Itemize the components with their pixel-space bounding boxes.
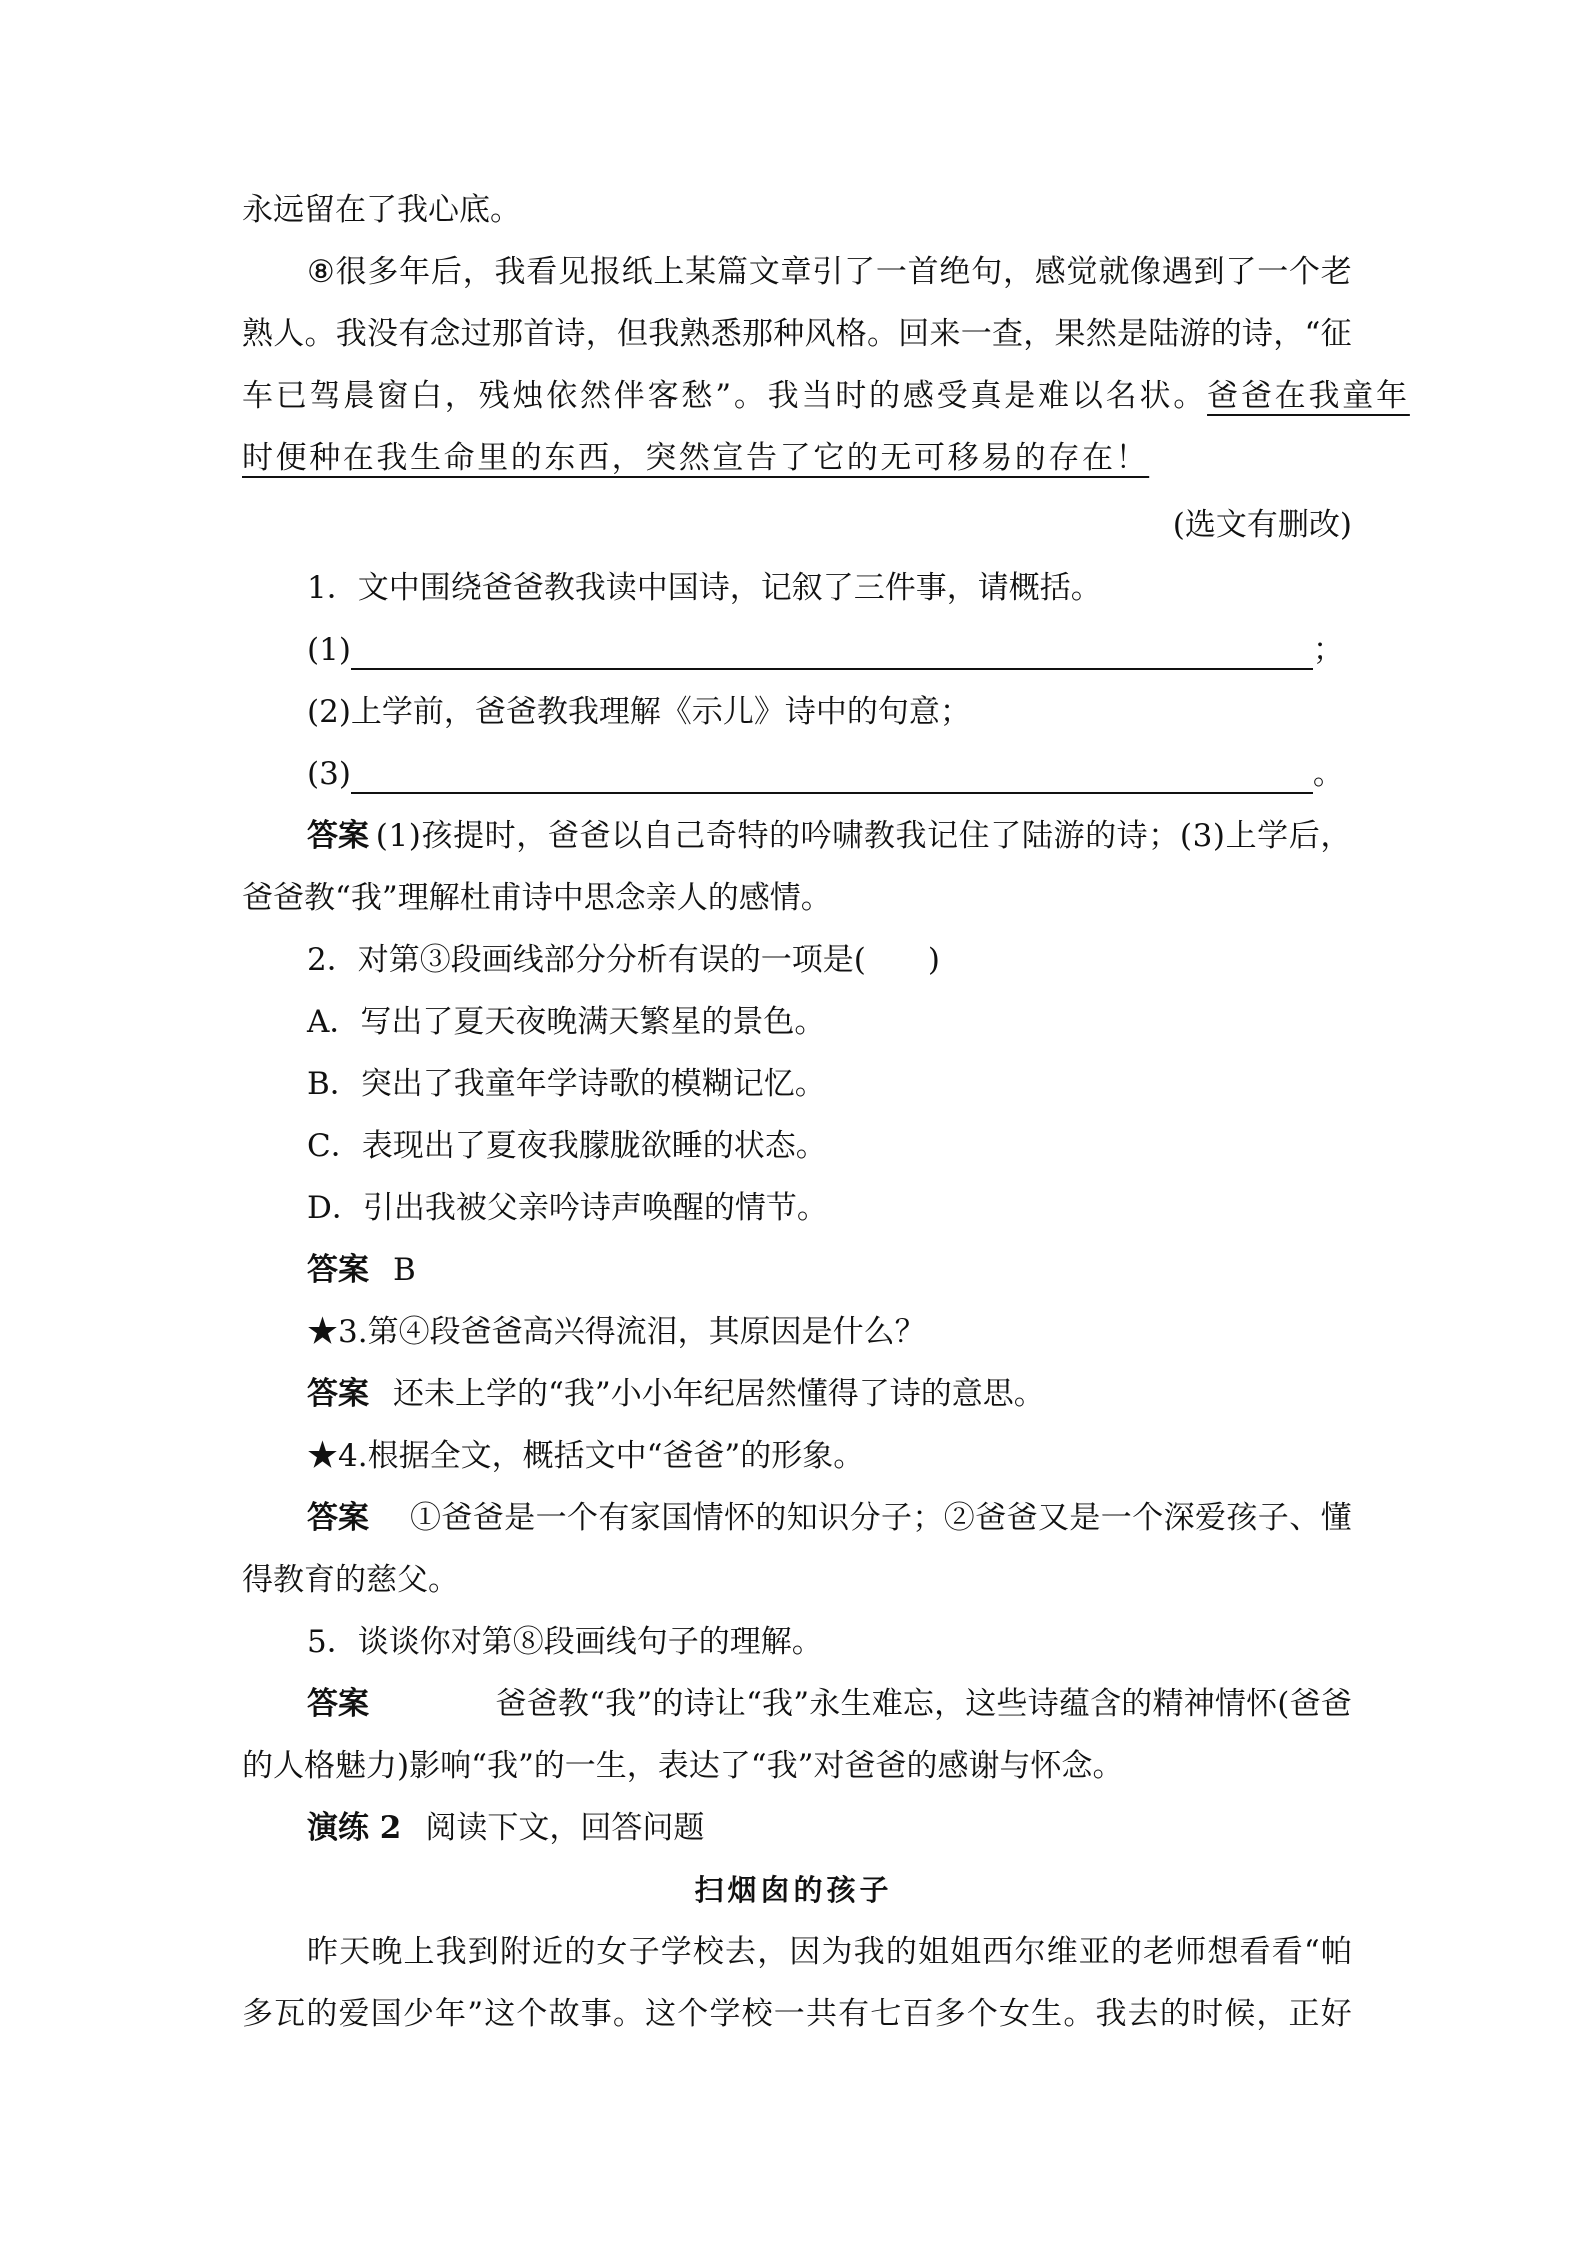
passage-p7-end: 永远留在了我心底。 [242,192,521,228]
q3-answer-label: 答案 [307,1376,369,1412]
q2-option-d: D．引出我被父亲吟诗声唤醒的情节。 [307,1190,828,1226]
q3-stem: ★3.第④段爸爸高兴得流泪，其原因是什么？ [307,1314,926,1350]
q4-answer-line1 [307,1498,1352,1538]
q2-option-b: B．突出了我童年学诗歌的模糊记忆。 [307,1066,826,1102]
q1-answer-label: 答案 [307,818,369,854]
q4-stem: ★4.根据全文，概括文中“爸爸”的形象。 [307,1438,865,1474]
q4-answer-text1: ①爸爸是一个有家国情怀的知识分子；②爸爸又是一个深爱孩子、懂 [410,1500,1352,1536]
q1-item1-blank[interactable] [351,638,1313,670]
q4-answer-label: 答案 [307,1500,369,1536]
passage-p8-line4 [242,438,1149,478]
q1-item1-end: ； [1312,632,1344,668]
underlined-sentence-part2: 时便种在我生命里的东西，突然宣告了它的无可移易的存在！ [242,440,1150,476]
q1-item3 [307,754,1344,794]
q1-item1-label: (1) [307,632,351,668]
q1-stem: 1．文中围绕爸爸教我读中国诗，记叙了三件事，请概括。 [307,570,1102,606]
q5-stem: 5．谈谈你对第⑧段画线句子的理解。 [307,1624,823,1660]
q1-item3-end: 。 [1312,756,1344,792]
q5-answer-label: 答案 [307,1686,369,1722]
q4-answer-line2: 得教育的慈父。 [242,1562,459,1598]
q5-answer-line2: 的人格魅力)影响“我”的一生，表达了“我”对爸爸的感谢与怀念。 [242,1748,1124,1784]
q1-item2: (2)上学前，爸爸教我理解《示儿》诗中的句意； [307,694,971,730]
q1-item3-label: (3) [307,756,351,792]
story-line2: 多 瓦 的 爱 国 少 年 ” 这 个 故 事 。 这 个 学 校 一 共 有 七 百 多 个 女 生 。 我 去 的 时 候 ， 正 好 [242,1996,1352,2032]
passage-p8-line2: 熟 人 。 我 没 有 念 过 那 首 诗 ， 但 我 熟 悉 那 种 风 格 。 回 来 一 查 ， 果 然 是 陆 游 的 诗 ， “ 征 [242,316,1352,352]
passage-p8-line3 [242,376,1410,416]
exercise2-instruction: 阅读下文，回答问题 [425,1810,705,1846]
q5-answer-line1 [307,1684,1352,1724]
q1-answer-text1: (1)孩提时，爸爸以自己奇特的吟啸教我记住了陆游的诗；(3)上学后， [375,818,1352,854]
q2-stem: 2．对第③段画线部分分析有误的一项是( ) [307,942,940,978]
story-title: 扫烟囱的孩子 [694,1873,893,1907]
q2-option-a: A．写出了夏天夜晚满天繁星的景色。 [307,1004,826,1040]
exercise2-heading [307,1808,704,1848]
q1-answer-line2: 爸爸教“我”理解杜甫诗中思念亲人的感情。 [242,880,832,916]
story-line1: 昨 天 晚 上 我 到 附 近 的 女 子 学 校 去 ， 因 为 我 的 姐 姐 西 尔 维 亚 的 老 师 想 看 看 “ 帕 [307,1934,1352,1970]
exercise2-label: 演练 2 [307,1810,402,1846]
q5-answer-text1: 爸爸教“我”的诗让“我”永生难忘，这些诗蕴含的精神情怀(爸爸 [495,1686,1352,1722]
q1-item3-blank[interactable] [351,762,1313,794]
q2-answer [307,1250,416,1290]
q2-option-c: C．表现出了夏夜我朦胧欲睡的状态。 [307,1128,827,1164]
q2-answer-value: B [393,1252,416,1288]
source-note: (选文有删改) [1172,507,1352,543]
passage-p8-line3-plain: 车已驾晨窗白，残烛依然伴客愁”。我当时的感受真是难以名状。 [242,378,1208,414]
passage-p8-line1: ⑧ 很 多 年 后 ， 我 看 见 报 纸 上 某 篇 文 章 引 了 一 首 绝 句 ， 感 觉 就 像 遇 到 了 一 个 老 [307,254,1352,290]
q1-answer-line1 [307,816,1352,856]
q3-answer-text: 还未上学的“我”小小年纪居然懂得了诗的意思。 [393,1376,1045,1412]
q1-item1 [307,630,1344,670]
q3-answer [307,1374,1045,1414]
q2-answer-label: 答案 [307,1252,369,1288]
underlined-sentence-part1: 爸爸在我童年 [1207,378,1410,414]
